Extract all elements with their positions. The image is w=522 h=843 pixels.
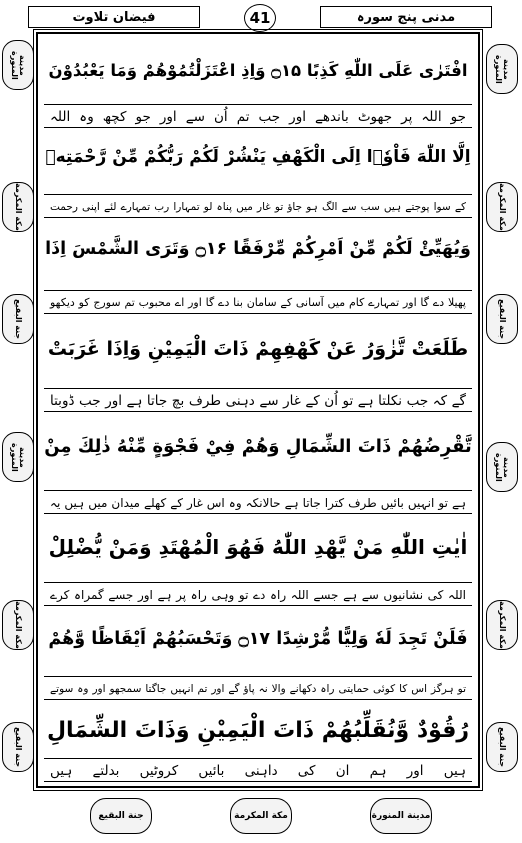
footer-badge-2: مكة المكرمة [230,798,292,834]
left-badge-4: مدینة المنورة [2,432,34,482]
right-badge-6: جنة البقيع [486,722,518,772]
arabic-line-5: تَّقْرِضُهُمْ ذَاتَ الشِّمَالِ وَهُمْ فِيْ فَجْوَةٍ مِّنْهُ ذٰلِكَ مِنْ [44,436,472,457]
footer-badge-3: مدینة المنورة [370,798,432,834]
arabic-line-2: اِلَّا اللّٰهَ فَاْوٗۤا اِلَى الْكَهْفِ يَنْشُرْ لَكُمْ رَبُّكُمْ مِّنْ رَّحْمَتِهٖ [45,147,471,167]
arabic-line-1: افْتَرٰى عَلَى اللّٰهِ كَذِبًا ۝۱۵ وَاِذِ اعْتَزَلْتُمُوْهُمْ وَمَا يَعْبُدُوْنَ [48,61,468,80]
right-border [486,32,516,784]
page-footer [20,788,500,838]
arabic-line-3: وَيُهَيِّئْ لَكُمْ مِّنْ اَمْرِكُمْ مِّرْفَقًا ۝۱۶ وَتَرَى الشَّمْسَ اِذَا [45,239,471,259]
footer-badge-1: جنة البقيع [90,798,152,834]
urdu-line-1: جو اللہ پر جھوٹ باندھے اور جب تم اُن سے اور جو کچھ وہ اللہ [44,104,472,128]
right-badge-3: جنة البقيع [486,294,518,344]
arabic-line-7: فَلَنْ تَجِدَ لَهٗ وَلِيًّا مُّرْشِدًا ۝۱۷ وَتَحْسَبُهُمْ اَيْقَاظًا وَّهُمْ [48,629,468,649]
urdu-line-2: کے سوا پوجتے ہیں سب سے الگ ہو جاؤ تو غار میں پناہ لو تمہارا رب تمہارے لئے اپنی رحمت [44,194,472,218]
page-header [20,6,500,28]
urdu-line-8: ہیں اور ہم ان کی داہنی بائیں کروٹیں بدلتے ہیں [44,758,472,782]
urdu-line-3: پھیلا دے گا اور تمہارے کام میں آسانی کے سامان بنا دے گا اور اے محبوب تم سورج کو دیکھو [44,290,472,314]
arabic-line-8: رُقُوْدٌ وَّنُقَلِّبُهُمْ ذَاتَ الْيَمِيْنِ وَذَاتَ الشِّمَالِ [46,718,470,743]
left-badge-3: جنة البقيع [2,294,34,344]
right-badge-2: مكة المكرمة [486,182,518,232]
header-book-title: مدنی پنج سورہ [320,6,492,28]
left-border [2,32,32,784]
left-badge-5: مكة المكرمة [2,600,34,650]
arabic-line-4: طَلَعَتْ تَّزٰوَرُ عَنْ كَهْفِهِمْ ذَاتَ الْيَمِيْنِ وَاِذَا غَرَبَتْ [47,338,469,360]
urdu-line-6: اللہ کی نشانیوں سے ہے جسے اللہ راہ دے تو وہی راہ پر ہے اور جسے گمراہ کرے [44,582,472,606]
urdu-line-7: تو ہرگز اس کا کوئی حمایتی راہ دکھانے والا نہ پاؤ گے اور تم انہیں جاگتا سمجھو اور وہ سوتے [44,676,472,700]
page-number: 41 [244,4,276,32]
left-badge-6: جنة البقيع [2,722,34,772]
left-badge-2: مكة المكرمة [2,182,34,232]
right-badge-4: مدینة المنورة [486,442,518,492]
arabic-line-6: اٰيٰتِ اللّٰهِ مَنْ يَّهْدِ اللّٰهُ فَهُوَ الْمُهْتَدِ وَمَنْ يُّضْلِلْ [48,535,468,559]
left-badge-1: مدینة المنورة [2,40,34,90]
right-badge-5: مكة المكرمة [486,600,518,650]
urdu-line-4: گے کہ جب نکلتا ہے تو اُن کے غار سے دہنی طرف بچ جاتا ہے اور جب ڈوبتا [44,388,472,412]
header-section-title: فیضان تلاوت [28,6,200,28]
urdu-line-5: ہے تو انہیں بائیں طرف کترا جاتا ہے حالانکہ وہ اس غار کے کھلے میدان میں ہیں یہ [44,490,472,514]
right-badge-1: مدینة المنورة [486,44,518,94]
